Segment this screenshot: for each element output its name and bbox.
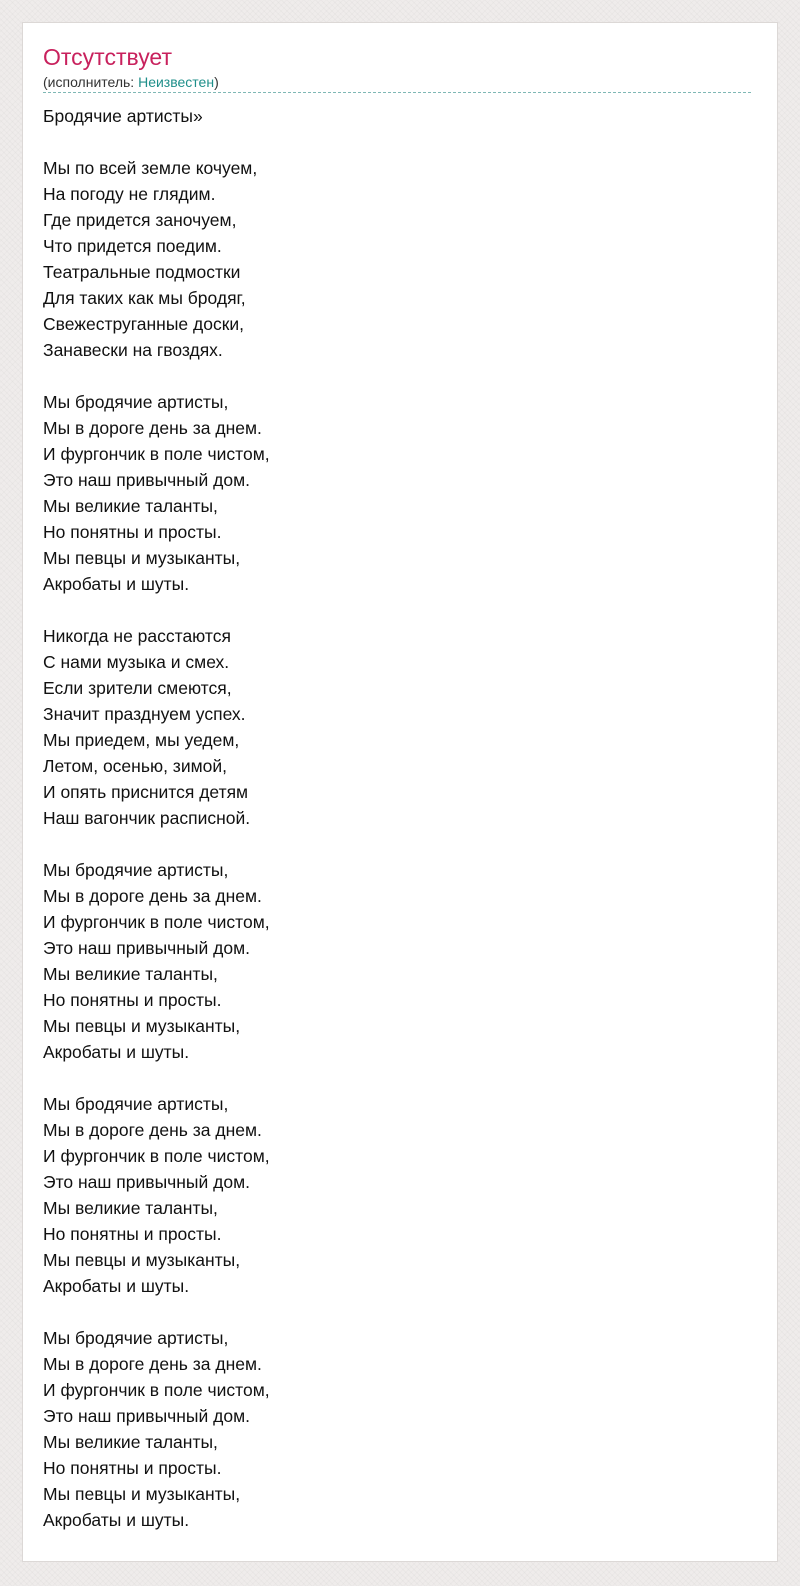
lyric-line: Но понятны и просты. <box>43 522 222 542</box>
lyric-line: И фургончик в поле чистом, <box>43 1380 270 1400</box>
lyric-line: Занавески на гвоздях. <box>43 340 223 360</box>
lyric-line: Мы певцы и музыканты, <box>43 1484 241 1504</box>
lyric-line: Мы бродячие артисты, <box>43 1328 229 1348</box>
lyric-line: Мы бродячие артисты, <box>43 1094 229 1114</box>
artist-line <box>43 73 219 91</box>
lyric-line: Это наш привычный дом. <box>43 1406 250 1426</box>
lyric-line: Мы великие таланты, <box>43 1432 218 1452</box>
lyric-line: Бродячие артисты» <box>43 106 203 126</box>
lyric-line: На погоду не глядим. <box>43 184 216 204</box>
lyric-line: Для таких как мы бродяг, <box>43 288 246 308</box>
lyric-line: Наш вагончик расписной. <box>43 808 251 828</box>
song-title: Отсутствует <box>43 44 172 70</box>
lyric-blank-line <box>43 1065 743 1091</box>
lyrics-text <box>43 103 743 1533</box>
lyric-line: Акробаты и шуты. <box>43 1510 190 1530</box>
lyric-line: Где придется заночуем, <box>43 210 237 230</box>
lyric-line: И опять приснится детям <box>43 782 249 802</box>
artist-suffix: ) <box>214 74 219 90</box>
lyric-line: И фургончик в поле чистом, <box>43 912 270 932</box>
lyric-line: Акробаты и шуты. <box>43 574 190 594</box>
lyric-line: Мы певцы и музыканты, <box>43 1250 241 1270</box>
lyric-line: Что придется поедим. <box>43 236 222 256</box>
lyric-line: Но понятны и просты. <box>43 1458 222 1478</box>
lyric-line: Мы бродячие артисты, <box>43 392 229 412</box>
lyric-line: Если зрители смеются, <box>43 678 232 698</box>
lyric-blank-line <box>43 1299 743 1325</box>
lyric-line: Никогда не расстаются <box>43 626 231 646</box>
lyric-line: Мы певцы и музыканты, <box>43 548 241 568</box>
lyric-line: И фургончик в поле чистом, <box>43 444 270 464</box>
lyric-line: Мы великие таланты, <box>43 496 218 516</box>
lyric-blank-line <box>43 831 743 857</box>
lyric-blank-line <box>43 129 743 155</box>
lyric-line: Это наш привычный дом. <box>43 1172 250 1192</box>
artist-prefix: (исполнитель: <box>43 74 139 90</box>
lyric-line: Мы певцы и музыканты, <box>43 1016 241 1036</box>
lyric-line: Мы в дороге день за днем. <box>43 1354 262 1374</box>
lyric-line: Это наш привычный дом. <box>43 470 250 490</box>
lyric-line: Но понятны и просты. <box>43 990 222 1010</box>
lyric-line: Мы в дороге день за днем. <box>43 418 262 438</box>
artist-link[interactable]: Неизвестен <box>138 74 215 90</box>
lyric-line: Акробаты и шуты. <box>43 1276 190 1296</box>
lyric-line: Летом, осенью, зимой, <box>43 756 227 776</box>
lyric-line: Мы по всей земле кочуем, <box>43 158 258 178</box>
lyric-line: С нами музыка и смех. <box>43 652 230 672</box>
lyric-line: Но понятны и просты. <box>43 1224 222 1244</box>
lyric-line: Мы великие таланты, <box>43 1198 218 1218</box>
lyric-line: И фургончик в поле чистом, <box>43 1146 270 1166</box>
lyric-line: Мы в дороге день за днем. <box>43 1120 262 1140</box>
lyric-line: Это наш привычный дом. <box>43 938 250 958</box>
lyric-line: Мы в дороге день за днем. <box>43 886 262 906</box>
divider <box>43 92 751 93</box>
lyric-line: Свежеструганные доски, <box>43 314 244 334</box>
lyric-blank-line <box>43 363 743 389</box>
lyrics-card <box>22 22 778 1562</box>
lyric-blank-line <box>43 597 743 623</box>
lyric-line: Значит празднуем успех. <box>43 704 246 724</box>
lyric-line: Мы приедем, мы уедем, <box>43 730 240 750</box>
lyric-line: Мы бродячие артисты, <box>43 860 229 880</box>
lyric-line: Театральные подмостки <box>43 262 241 282</box>
lyric-line: Мы великие таланты, <box>43 964 218 984</box>
lyric-line: Акробаты и шуты. <box>43 1042 190 1062</box>
